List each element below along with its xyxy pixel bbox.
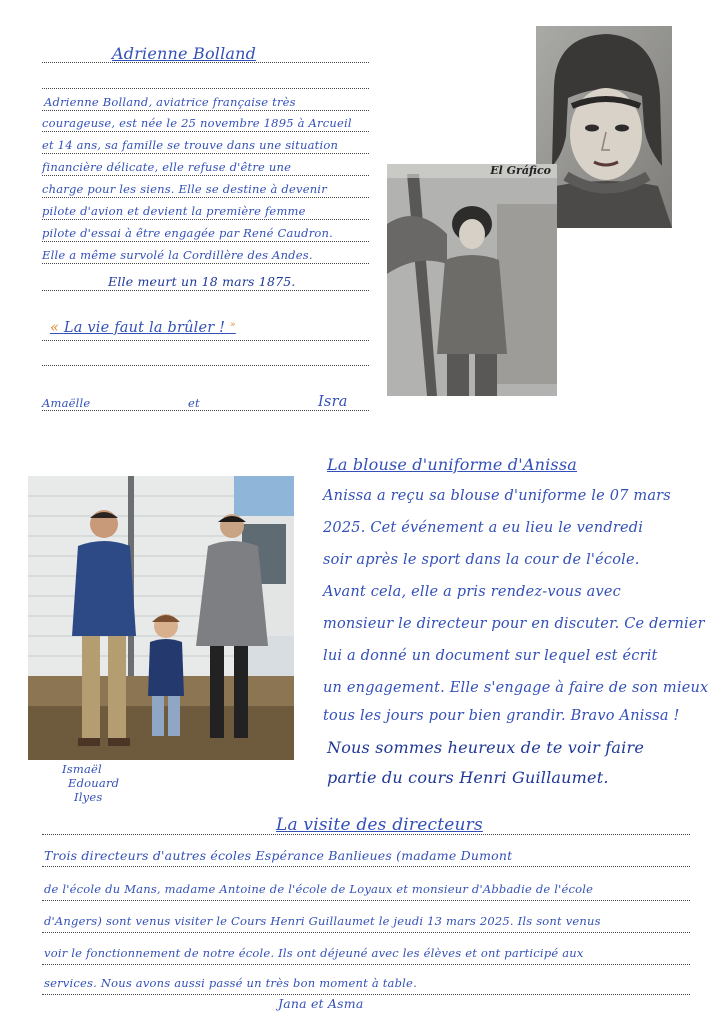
article2-line-2: 2025. Cet événement a eu lieu le vendredi xyxy=(323,520,644,536)
article1-line-7: pilote d'essai à être engagée par René Caudron. xyxy=(42,226,334,240)
el-grafico-caption: El Gráfico xyxy=(490,164,551,177)
article3-line-1: Trois directeurs d'autres écoles Espérance Banlieues (madame Dumont xyxy=(44,848,513,863)
article1-line-1: Adrienne Bolland, aviatrice française très xyxy=(44,95,296,109)
article2-line-9: Nous sommes heureux de te voir faire xyxy=(327,738,644,757)
article1-line-9: Elle meurt un 18 mars 1875. xyxy=(108,274,296,289)
article1-line-3: et 14 ans, sa famille se trouve dans une situation xyxy=(42,138,339,152)
family-photo xyxy=(28,476,294,760)
article1-line-2: courageuse, est née le 25 novembre 1895 à Arcueil xyxy=(42,116,352,130)
signature-name-2: Edouard xyxy=(68,776,120,790)
article3-line-2: de l'école du Mans, madame Antoine de l'école de Loyaux et monsieur d'Abbadie de l'école xyxy=(44,882,594,896)
article1-quote-text: La vie faut la brûler ! xyxy=(63,320,226,336)
article2-title: La blouse d'uniforme d'Anissa xyxy=(327,455,577,474)
el-grafico-photo xyxy=(387,164,557,396)
article2-line-6: lui a donné un document sur lequel est écrit xyxy=(323,648,658,664)
article1-quote xyxy=(50,320,236,336)
article2-line-5: monsieur le directeur pour en discuter. Ce dernier xyxy=(323,616,705,632)
article2-line-1: Anissa a reçu sa blouse d'uniforme le 07 mars xyxy=(323,488,671,504)
article1-line-4: financière délicate, elle refuse d'être une xyxy=(42,160,292,174)
article1-author-left: Amaëlle xyxy=(42,396,91,410)
article1-author-mid: et xyxy=(188,396,200,410)
article3-title: La visite des directeurs xyxy=(276,815,483,835)
article2-line-8: tous les jours pour bien grandir. Bravo Anissa ! xyxy=(323,708,680,724)
quote-open-mark: « xyxy=(50,320,60,336)
article3-line-4: voir le fonctionnement de notre école. Ils ont déjeuné avec les élèves et ont participé aux xyxy=(44,946,584,960)
signature-name-3: Ilyes xyxy=(74,790,103,804)
article1-line-8: Elle a même survolé la Cordillère des Andes. xyxy=(42,248,313,262)
article2-line-4: Avant cela, elle a pris rendez-vous avec xyxy=(323,584,621,600)
article3-line-3: d'Angers) sont venus visiter le Cours Henri Guillaumet le jeudi 13 mars 2025. Ils sont venus xyxy=(44,914,601,928)
article1-author-right: Isra xyxy=(318,394,348,410)
quote-close-mark: » xyxy=(230,320,236,330)
article1-line-5: charge pour les siens. Elle se destine à devenir xyxy=(42,182,327,196)
article3-line-5: services. Nous avons aussi passé un très bon moment à table. xyxy=(44,976,417,990)
article3-signature: Jana et Asma xyxy=(278,996,364,1011)
article2-line-7: un engagement. Elle s'engage à faire de son mieux xyxy=(323,680,709,696)
signature-name-1: Ismaël xyxy=(62,762,102,776)
article1-line-6: pilote d'avion et devient la première femme xyxy=(42,204,306,218)
article2-line-10: partie du cours Henri Guillaumet. xyxy=(327,768,609,787)
article1-title: Adrienne Bolland xyxy=(112,44,257,63)
article2-line-3: soir après le sport dans la cour de l'école. xyxy=(323,552,640,568)
